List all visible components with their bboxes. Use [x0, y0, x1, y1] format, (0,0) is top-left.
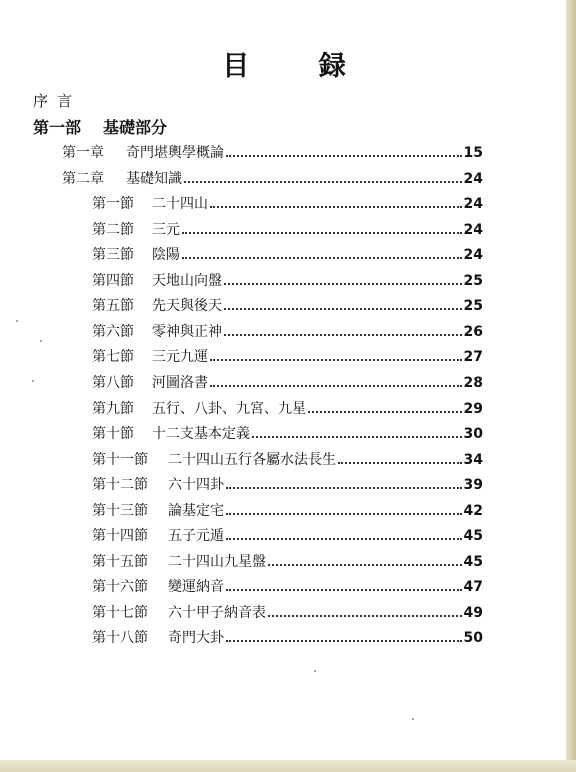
toc-entry-label: 第六節	[92, 324, 134, 340]
toc-entry-label: 第十四節	[92, 528, 148, 544]
dot-leader	[224, 282, 462, 285]
toc-entry	[92, 424, 483, 444]
dot-leader	[338, 461, 462, 464]
toc-entry-label: 第二章	[62, 171, 104, 187]
toc-entry	[92, 194, 483, 214]
dot-leader	[252, 435, 462, 438]
toc-entry-label: 第十二節	[92, 477, 148, 493]
toc-entry-page: 25	[463, 298, 483, 314]
toc-entry	[92, 628, 483, 648]
toc-entry-label: 第五節	[92, 298, 134, 314]
dot-leader	[226, 537, 462, 540]
toc-entry-label: 第十五節	[92, 554, 148, 570]
dot-leader	[226, 588, 462, 591]
toc-entry-title: 六十四卦	[168, 477, 224, 493]
toc-entry-title: 奇門堪輿學概論	[126, 145, 224, 161]
toc-entry-label: 第七節	[92, 349, 134, 365]
toc-entry-label: 第二節	[92, 222, 134, 238]
toc-entry-title: 河圖洛書	[152, 375, 208, 391]
toc-entry-title: 六十甲子納音表	[168, 605, 266, 621]
dot-leader	[226, 639, 462, 642]
toc-entry-title: 二十四山九星盤	[168, 554, 266, 570]
toc-entry	[62, 143, 483, 163]
toc-entry-label: 第一節	[92, 196, 134, 212]
toc-entry	[92, 347, 483, 367]
toc-entry-page: 45	[463, 554, 483, 570]
toc-entry-page: 28	[463, 375, 483, 391]
dot-leader	[210, 205, 462, 208]
toc-entry	[92, 501, 483, 521]
toc-entry-page: 25	[463, 273, 483, 289]
toc-entry	[92, 296, 483, 316]
page-title: 目 録	[222, 51, 376, 82]
part-heading	[33, 115, 167, 138]
toc-entry	[92, 220, 483, 240]
dot-leader	[268, 563, 462, 566]
toc-entry-page: 24	[463, 222, 483, 238]
toc-entry-label: 第十七節	[92, 605, 148, 621]
dot-leader	[210, 358, 462, 361]
toc-entry-title: 五行、八卦、九宮、九星	[152, 401, 306, 417]
toc-entry-title: 五子元遁	[168, 528, 224, 544]
toc-entry-title: 二十四山五行各屬水法長生	[168, 452, 336, 468]
dot-leader	[184, 180, 462, 183]
toc-entry-title: 變運納音	[168, 579, 224, 595]
toc-entry-page: 26	[463, 324, 483, 340]
toc-entry-page: 47	[463, 579, 483, 595]
dot-leader	[308, 410, 462, 413]
toc-entry	[92, 552, 483, 572]
toc-entry	[92, 577, 483, 597]
toc-entry-title: 陰陽	[152, 247, 180, 263]
dot-leader	[268, 614, 462, 617]
toc-entry-page: 42	[463, 503, 483, 519]
dot-leader	[224, 307, 462, 310]
toc-entry-page: 34	[463, 452, 483, 468]
toc-entry	[92, 399, 483, 419]
toc-entry-title: 天地山向盤	[152, 273, 222, 289]
dot-leader	[226, 512, 462, 515]
toc-entry	[92, 603, 483, 623]
dot-leader	[226, 154, 462, 157]
toc-entry-title: 三元	[152, 222, 180, 238]
toc-entry-label: 第十節	[92, 426, 134, 442]
toc-entry-title: 零神與正神	[152, 324, 222, 340]
toc-entry	[92, 322, 483, 342]
toc-entry-title: 先天與後天	[152, 298, 222, 314]
part-label: 第一部	[33, 118, 82, 137]
toc-entry-label: 第九節	[92, 401, 134, 417]
toc-entry-label: 第十六節	[92, 579, 148, 595]
dot-leader	[182, 256, 462, 259]
toc-entry-title: 十二支基本定義	[152, 426, 250, 442]
dot-leader	[182, 231, 462, 234]
toc-entry-label: 第四節	[92, 273, 134, 289]
toc-entry-page: 24	[463, 171, 483, 187]
toc-entry-title: 二十四山	[152, 196, 208, 212]
toc-entry-label: 第三節	[92, 247, 134, 263]
toc-entry-page: 39	[463, 477, 483, 493]
toc-entry-page: 50	[463, 630, 483, 646]
toc-entry-label: 第一章	[62, 145, 104, 161]
toc-entry-label: 第十八節	[92, 630, 148, 646]
toc-entry-page: 24	[463, 247, 483, 263]
toc-entry-label: 第八節	[92, 375, 134, 391]
preface-heading: 序言	[33, 92, 82, 110]
toc-entry	[92, 475, 483, 495]
toc-entry-page: 30	[463, 426, 483, 442]
toc-entry-page: 29	[463, 401, 483, 417]
toc-entry-page: 15	[463, 145, 483, 161]
part-title: 基礎部分	[103, 118, 168, 137]
toc-entry	[92, 373, 483, 393]
page-edge-bottom	[0, 760, 576, 772]
toc-entry-title: 奇門大卦	[168, 630, 224, 646]
toc-entry-page: 27	[463, 349, 483, 365]
toc-entry-page: 45	[463, 528, 483, 544]
toc-entry	[92, 245, 483, 265]
dot-leader	[224, 333, 462, 336]
dot-leader	[210, 384, 462, 387]
toc-entry-page: 24	[463, 196, 483, 212]
toc-entry	[62, 169, 483, 189]
toc-entry-label: 第十一節	[92, 452, 148, 468]
toc-entry	[92, 450, 483, 470]
toc-entry	[92, 271, 483, 291]
toc-entry-page: 49	[463, 605, 483, 621]
toc-entry	[92, 526, 483, 546]
toc-entry-title: 三元九運	[152, 349, 208, 365]
page-edge-right	[566, 0, 576, 772]
toc-entry-title: 基礎知識	[126, 171, 182, 187]
toc-entry-label: 第十三節	[92, 503, 148, 519]
toc-entry-title: 論基定宅	[168, 503, 224, 519]
dot-leader	[226, 486, 462, 489]
